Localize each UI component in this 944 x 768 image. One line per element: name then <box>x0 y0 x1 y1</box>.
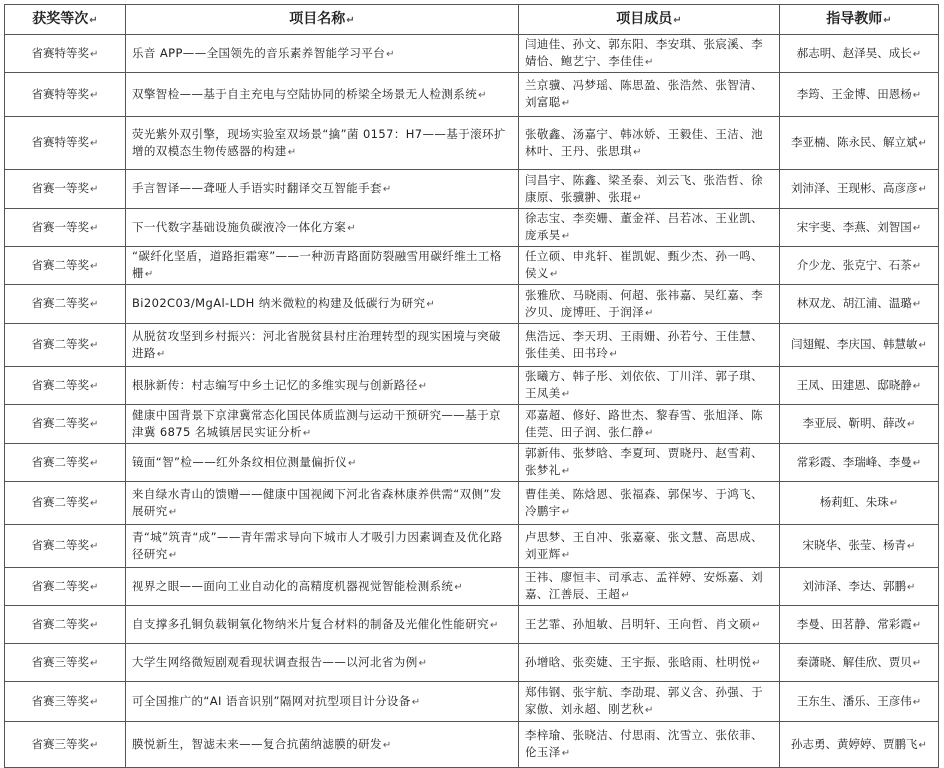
project-members-cell <box>519 525 780 568</box>
paragraph-mark: ↵ <box>752 657 761 669</box>
paragraph-mark: ↵ <box>912 380 922 392</box>
paragraph-mark: ↵ <box>633 192 642 204</box>
award-level-cell <box>5 209 126 247</box>
paragraph-mark: ↵ <box>912 89 922 101</box>
paragraph-mark: ↵ <box>454 581 464 593</box>
project-name-cell <box>126 247 519 285</box>
project-name-cell <box>126 722 519 768</box>
award-level-cell-text: 省赛二等奖 <box>31 257 90 272</box>
teachers-cell-text: 王凤、田建恩、邸晓静 <box>796 377 912 392</box>
teachers-cell-text: 李曼、田茗静、常彩霞 <box>796 616 912 631</box>
award-level-cell <box>5 405 126 444</box>
project-name-cell-text: 自支撑多孔铜负载铜氧化物纳米片复合材料的制备及光催化性能研究 <box>132 616 489 631</box>
project-name-cell-text: 大学生网络微短剧观看现状调查报告——以河北省为例 <box>132 654 418 669</box>
project-name-cell <box>126 682 519 722</box>
header-teachers: 指导教师↵ <box>780 5 939 35</box>
table-row <box>5 35 939 73</box>
paragraph-mark: ↵ <box>912 222 922 234</box>
paragraph-mark: ↵ <box>90 419 99 430</box>
project-members-cell <box>519 405 780 444</box>
table-row <box>5 568 939 606</box>
project-members-cell-text: 闫迪佳、孙文、郭东阳、李安琪、张宸溪、李婧恰、鲍艺宁、李佳佳 <box>525 37 763 68</box>
paragraph-mark: ↵ <box>418 657 428 669</box>
award-level-cell <box>5 324 126 367</box>
paragraph-mark: ↵ <box>90 184 99 195</box>
table-row <box>5 324 939 367</box>
project-members-cell-text: 张敬鑫、汤嘉宁、韩冰娇、王毅佳、王洁、池林叶、王丹、张思琪 <box>525 126 763 158</box>
paragraph-mark: ↵ <box>561 98 571 109</box>
teachers-cell <box>780 644 939 682</box>
award-level-cell <box>5 644 126 682</box>
project-members-cell <box>519 209 780 247</box>
paragraph-mark: ↵ <box>90 48 99 60</box>
project-name-cell-text: 双擎智检——基于自主充电与空陆协同的桥梁全场景无人检测系统 <box>132 86 478 101</box>
teachers-cell-text: 秦潇晓、解佳欣、贾贝 <box>796 654 912 669</box>
project-name-cell-text: 下一代数字基础设施负碳液冷一体化方案 <box>132 219 347 234</box>
paragraph-mark: ↵ <box>90 541 99 552</box>
teachers-cell <box>780 247 939 285</box>
award-level-cell-text: 省赛特等奖 <box>31 86 90 101</box>
paragraph-mark: ↵ <box>561 389 571 400</box>
project-name-cell <box>126 482 519 525</box>
project-members-cell <box>519 568 780 606</box>
paragraph-mark: ↵ <box>645 57 654 68</box>
teachers-cell <box>780 170 939 209</box>
project-name-cell <box>126 209 519 247</box>
paragraph-mark: ↵ <box>561 549 571 561</box>
project-members-cell-text: 李梓瑜、张晓洁、付思雨、沈雪立、张依菲、伦玉泽 <box>525 728 763 759</box>
project-members-cell-text: 郭新伟、张梦晗、李夏珂、贾晓丹、赵雪莉、张梦礼 <box>525 446 763 477</box>
teachers-cell <box>780 482 939 525</box>
paragraph-mark: ↵ <box>90 657 99 669</box>
award-level-cell <box>5 568 126 606</box>
paragraph-mark: ↵ <box>549 269 559 280</box>
award-level-cell <box>5 482 126 525</box>
project-members-cell <box>519 324 780 367</box>
project-name-cell <box>126 606 519 644</box>
project-name-cell <box>126 568 519 606</box>
award-level-cell <box>5 117 126 170</box>
paragraph-mark: ↵ <box>90 619 99 631</box>
project-members-cell <box>519 117 780 170</box>
project-members-cell-text: 徐志宝、李奕姗、董金祥、吕若冰、王业凯、庞承昊 <box>525 211 763 242</box>
teachers-cell-text: 王东生、潘乐、王彦伟 <box>796 693 912 708</box>
project-members-cell-text: 任立硕、申兆轩、崔凯妮、甄少杰、孙一鸣、侯义 <box>525 249 763 280</box>
table-row <box>5 73 939 117</box>
paragraph-mark: ↵ <box>912 696 922 708</box>
teachers-cell-text: 李筠、王金博、田恩杨 <box>796 86 912 101</box>
award-level-cell-text: 省赛二等奖 <box>31 337 90 351</box>
project-name-cell <box>126 644 519 682</box>
paragraph-mark: ↵ <box>90 581 99 593</box>
teachers-cell <box>780 525 939 568</box>
award-level-cell <box>5 247 126 285</box>
paragraph-mark: ↵ <box>90 498 99 509</box>
project-name-cell <box>126 73 519 117</box>
teachers-cell-text: 介少龙、张克宁、石茶 <box>796 257 912 272</box>
teachers-cell-text: 宋晓华、张莹、杨青 <box>802 538 907 552</box>
project-members-cell <box>519 444 780 482</box>
award-level-cell <box>5 35 126 73</box>
table-row <box>5 444 939 482</box>
table-row <box>5 247 939 285</box>
paragraph-mark: ↵ <box>609 348 619 360</box>
paragraph-mark: ↵ <box>90 739 99 751</box>
table-row <box>5 482 939 525</box>
project-members-cell-text: 王艺霏、孙旭敏、吕明轩、王向哲、肖文硕 <box>525 616 752 631</box>
project-name-cell <box>126 367 519 405</box>
teachers-cell <box>780 324 939 367</box>
table-row <box>5 170 939 209</box>
project-name-cell-text: 乐音 APP——全国领先的音乐素养智能学习平台 <box>132 45 386 60</box>
paragraph-mark: ↵ <box>918 184 927 195</box>
paragraph-mark: ↵ <box>418 380 428 392</box>
project-name-cell-text: 青“城”筑青“成”——青年需求导向下城市人才吸引力因素调查及优化路径研究 <box>132 529 503 561</box>
teachers-cell <box>780 73 939 117</box>
project-name-cell <box>126 405 519 444</box>
paragraph-mark: ↵ <box>918 138 927 149</box>
paragraph-mark: ↵ <box>907 541 916 552</box>
paragraph-mark: ↵ <box>561 231 571 242</box>
project-members-cell-text: 郑伟钢、张宇航、李劭琨、郭义含、孙强、于家傲、刘永超、刚艺秋 <box>525 685 763 716</box>
teachers-cell-text: 宋宇斐、李燕、刘智国 <box>796 219 912 234</box>
paragraph-mark: ↵ <box>90 138 99 149</box>
paragraph-mark: ↵ <box>912 619 922 631</box>
teachers-cell-text: 郝志明、赵泽昊、成长 <box>796 45 912 60</box>
header-row <box>5 5 939 35</box>
teachers-cell <box>780 405 939 444</box>
paragraph-mark: ↵ <box>382 739 392 751</box>
teachers-cell-text: 刘沛泽、李达、郭鹏 <box>802 578 907 593</box>
award-level-cell <box>5 170 126 209</box>
project-name-cell-text: 镜面“智”检——红外条纹相位测量偏折仪 <box>132 454 348 469</box>
teachers-cell <box>780 367 939 405</box>
project-members-cell <box>519 170 780 209</box>
teachers-cell <box>780 606 939 644</box>
award-level-cell <box>5 73 126 117</box>
table-row <box>5 367 939 405</box>
paragraph-mark: ↵ <box>912 260 922 272</box>
teachers-cell <box>780 722 939 768</box>
award-level-cell <box>5 606 126 644</box>
project-members-cell <box>519 73 780 117</box>
paragraph-mark: ↵ <box>912 299 922 310</box>
award-level-cell <box>5 682 126 722</box>
project-name-cell-text: 手言智译——聋哑人手语实时翻译交互智能手套 <box>132 181 382 195</box>
project-name-cell-text: 可全国推广的“AI 语音识别”隔网对抗型项目计分设备 <box>132 693 411 708</box>
paragraph-mark: ↵ <box>426 299 436 310</box>
paragraph-mark: ↵ <box>90 89 99 101</box>
project-name-cell-text: 来自绿水青山的馈赠——健康中国视阈下河北省森林康养供需“双侧”发展研究 <box>132 486 502 518</box>
teachers-cell-text: 闫翅鲲、李庆国、韩慧敏 <box>791 337 918 351</box>
header-level: 获奖等次↵ <box>5 5 126 35</box>
project-name-cell <box>126 444 519 482</box>
paragraph-mark: ↵ <box>907 581 916 593</box>
project-name-cell-text: 膜悦新生，智滤未来——复合抗菌纳滤膜的研发 <box>132 736 382 751</box>
award-level-cell-text: 省赛二等奖 <box>31 538 90 552</box>
project-name-cell-text: 从脱贫攻坚到乡村振兴：河北省脱贫县村庄治理转型的现实困境与突破进路 <box>132 328 501 360</box>
project-name-cell-text: 荧光紫外双引擎，现场实验室双场景“擒”菌 0157：H7——基于滚环扩增的双模态生物传感器的构建 <box>132 126 506 158</box>
award-level-cell-text: 省赛二等奖 <box>31 616 90 631</box>
project-members-cell-text: 闫昌宇、陈鑫、梁圣泰、刘云飞、张浩哲、徐康原、张骥翀、张琨 <box>525 172 763 204</box>
project-name-cell-text: 根脉新传：村志编写中乡土记忆的多维实现与创新路径 <box>132 377 418 392</box>
award-level-cell-text: 省赛二等奖 <box>31 495 90 509</box>
paragraph-mark: ↵ <box>348 457 357 469</box>
award-level-cell-text: 省赛二等奖 <box>31 416 90 430</box>
teachers-cell-text: 刘沛泽、王现彬、高彦彦 <box>791 181 918 195</box>
teachers-cell-text: 李亚辰、靳明、薛改 <box>802 416 907 430</box>
table-row <box>5 644 939 682</box>
paragraph-mark: ↵ <box>382 184 392 195</box>
project-members-cell <box>519 606 780 644</box>
teachers-cell <box>780 568 939 606</box>
project-members-cell <box>519 644 780 682</box>
paragraph-mark: ↵ <box>912 657 922 669</box>
award-level-cell <box>5 444 126 482</box>
project-members-cell-text: 孙增晗、张奕婕、王宇振、张晗雨、杜明悦 <box>525 654 752 669</box>
project-name-cell-text: Bi202C03/MgAl-LDH 纳米微粒的构建及低碳行为研究 <box>132 296 426 310</box>
paragraph-mark: ↵ <box>90 457 99 469</box>
award-level-cell-text: 省赛二等奖 <box>31 454 90 469</box>
paragraph-mark: ↵ <box>918 340 927 351</box>
paragraph-mark: ↵ <box>490 619 499 631</box>
project-members-cell <box>519 35 780 73</box>
award-level-cell <box>5 367 126 405</box>
paragraph-mark: ↵ <box>645 307 654 319</box>
award-level-cell-text: 省赛三等奖 <box>31 693 90 708</box>
project-name-cell <box>126 170 519 209</box>
teachers-cell-text: 孙志勇、黄婷婷、贾鹏飞 <box>791 736 918 751</box>
teachers-cell-text: 常彩霞、李瑞峰、李曼 <box>796 454 912 469</box>
project-members-cell-text: 卢思梦、王自冲、张嘉豪、张文慧、高思成、刘亚辉 <box>525 529 763 561</box>
paragraph-mark: ↵ <box>90 299 99 310</box>
project-members-cell-text: 张雅欣、马晓雨、何超、张祎嘉、吴红嘉、李汐贝、庞博旺、于润泽 <box>525 287 763 319</box>
paragraph-mark: ↵ <box>302 427 312 439</box>
teachers-cell <box>780 285 939 324</box>
project-name-cell <box>126 324 519 367</box>
award-level-cell-text: 省赛特等奖 <box>31 45 90 60</box>
paragraph-mark: ↵ <box>168 549 178 561</box>
paragraph-mark: ↵ <box>912 48 922 60</box>
award-level-cell-text: 省赛一等奖 <box>31 181 90 195</box>
project-members-cell-text: 张曦方、韩子彤、刘依依、丁川洋、郭子琪、王凤美 <box>525 369 763 400</box>
project-members-cell-text: 焦浩远、李天玥、王雨姗、孙若兮、王佳慧、张佳美、田书玲 <box>525 328 763 360</box>
teachers-cell <box>780 35 939 73</box>
paragraph-mark: ↵ <box>633 146 642 158</box>
paragraph-mark: ↵ <box>918 739 927 751</box>
teachers-cell <box>780 209 939 247</box>
paragraph-mark: ↵ <box>90 696 99 708</box>
project-members-cell-text: 邓嘉超、修好、路世杰、黎春雪、张旭泽、陈佳莞、田子润、张仁静 <box>525 407 763 439</box>
project-members-cell <box>519 247 780 285</box>
paragraph-mark: ↵ <box>90 222 99 234</box>
teachers-cell <box>780 444 939 482</box>
paragraph-mark: ↵ <box>411 696 421 708</box>
award-level-cell-text: 省赛三等奖 <box>31 654 90 669</box>
paragraph-mark: ↵ <box>907 419 916 430</box>
award-level-cell-text: 省赛二等奖 <box>31 296 90 310</box>
project-members-cell <box>519 367 780 405</box>
paragraph-mark: ↵ <box>478 89 487 101</box>
project-name-cell-text: 健康中国背景下京津冀常态化国民体质监测与运动干预研究——基于京津冀 6875 名城镇居民实证分析 <box>132 407 501 439</box>
paragraph-mark: ↵ <box>645 705 654 716</box>
paragraph-mark: ↵ <box>156 348 166 360</box>
paragraph-mark: ↵ <box>561 748 571 759</box>
award-level-cell <box>5 525 126 568</box>
award-level-cell-text: 省赛特等奖 <box>31 135 90 149</box>
award-level-cell-text: 省赛一等奖 <box>31 219 90 234</box>
paragraph-mark: ↵ <box>561 506 571 518</box>
teachers-cell-text: 李亚楠、陈永民、解立斌 <box>791 135 918 149</box>
paragraph-mark: ↵ <box>287 146 297 158</box>
header-name: 项目名称↵ <box>126 5 519 35</box>
paragraph-mark: ↵ <box>889 498 899 509</box>
award-level-cell <box>5 285 126 324</box>
award-level-cell-text: 省赛二等奖 <box>31 578 90 593</box>
project-members-cell-text: 曹佳美、陈焓恩、张福森、郭保岑、于鸿飞、冷鹏宇 <box>525 486 763 518</box>
paragraph-mark: ↵ <box>561 466 571 477</box>
award-level-cell-text: 省赛三等奖 <box>31 736 90 751</box>
project-name-cell <box>126 117 519 170</box>
paragraph-mark: ↵ <box>144 269 154 280</box>
paragraph-mark: ↵ <box>90 260 99 272</box>
teachers-cell <box>780 117 939 170</box>
teachers-cell <box>780 682 939 722</box>
paragraph-mark: ↵ <box>347 222 356 234</box>
teachers-cell-text: 林双龙、胡江浦、温璐 <box>796 296 912 310</box>
project-name-cell <box>126 35 519 73</box>
paragraph-mark: ↵ <box>645 427 654 439</box>
project-name-cell-text: 视界之眼——面向工业自动化的高精度机器视觉智能检测系统 <box>132 578 454 593</box>
project-name-cell-text: “碳纤化坚盾，道路拒霜寒”——一种沥青路面防裂融雪用碳纤维土工格栅 <box>132 249 502 280</box>
project-members-cell <box>519 285 780 324</box>
project-members-cell <box>519 722 780 768</box>
project-members-cell-text: 兰京骥、冯梦瑶、陈思盈、张浩然、张智清、刘富聪 <box>525 78 763 109</box>
table-row <box>5 525 939 568</box>
project-members-cell <box>519 482 780 525</box>
paragraph-mark: ↵ <box>90 340 99 351</box>
table-row <box>5 117 939 170</box>
paragraph-mark: ↵ <box>90 380 99 392</box>
award-level-cell <box>5 722 126 768</box>
project-name-cell <box>126 285 519 324</box>
project-members-cell-text: 王祎、廖恒丰、司承志、孟祥婷、安烁嘉、刘嘉、江善辰、王超 <box>525 570 763 601</box>
award-level-cell-text: 省赛二等奖 <box>31 377 90 392</box>
table-row <box>5 722 939 768</box>
paragraph-mark: ↵ <box>386 48 395 60</box>
paragraph-mark: ↵ <box>752 619 761 631</box>
table-row <box>5 606 939 644</box>
project-name-cell <box>126 525 519 568</box>
paragraph-mark: ↵ <box>912 457 922 469</box>
project-members-cell <box>519 682 780 722</box>
paragraph-mark: ↵ <box>621 590 630 601</box>
header-members: 项目成员↵ <box>519 5 780 35</box>
table-row <box>5 405 939 444</box>
awards-table <box>4 4 939 768</box>
table-row <box>5 209 939 247</box>
paragraph-mark: ↵ <box>168 506 178 518</box>
table-row <box>5 682 939 722</box>
teachers-cell-text: 杨莉虹、朱珠 <box>819 495 889 509</box>
table-row <box>5 285 939 324</box>
